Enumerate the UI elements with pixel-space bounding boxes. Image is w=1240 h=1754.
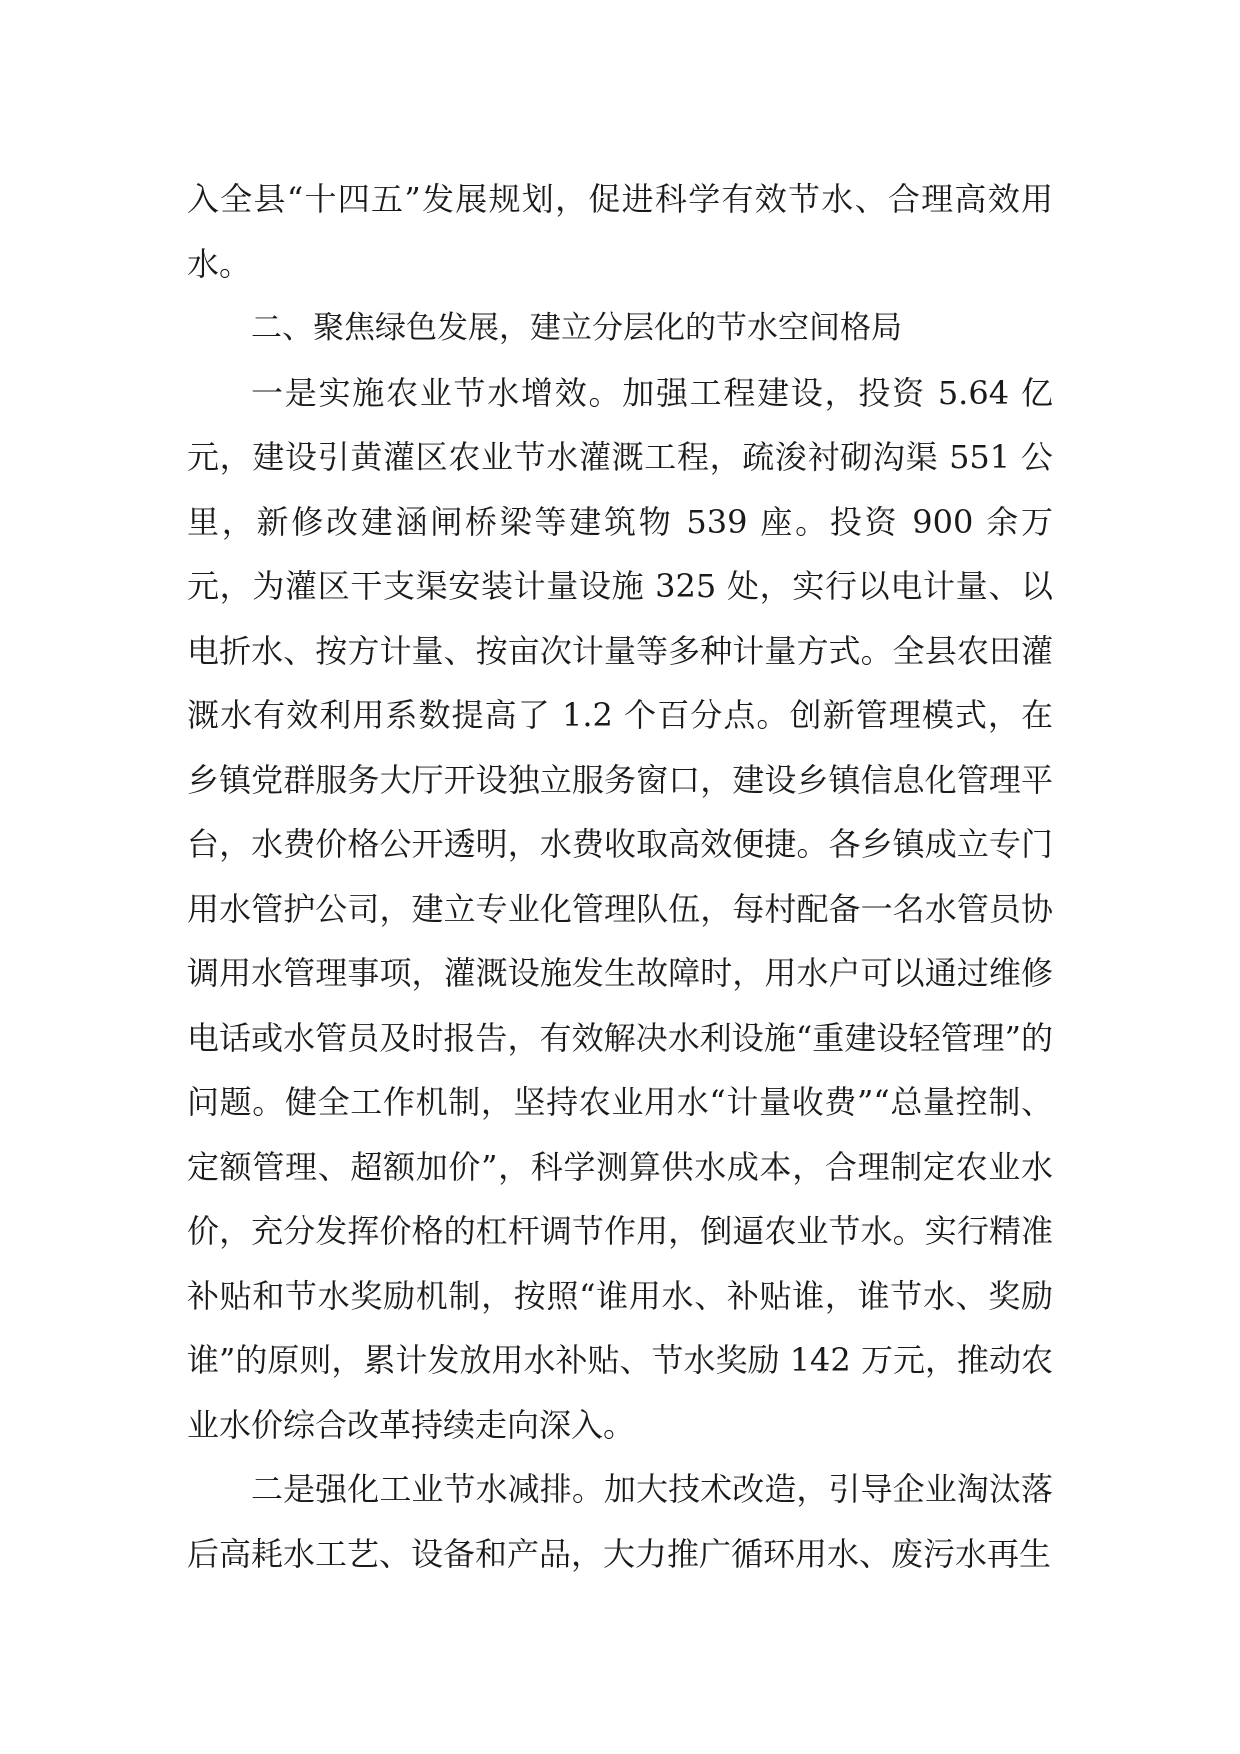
- paragraph-industry: 二是强化工业节水减排。加大技术改造，引导企业淘汰落后高耗水工艺、设备和产品，大力推广循环用水、废污水再生: [187, 1470, 1053, 1573]
- document-body: [187, 167, 1053, 1586]
- section-heading: 二、聚焦绿色发展，建立分层化的节水空间格局: [251, 310, 902, 346]
- paragraph-agriculture: 一是实施农业节水增效。加强工程建设，投资 5.64 亿元，建设引黄灌区农业节水灌溉工程，疏浚衬砌沟渠 551 公里，新修改建涵闸桥梁等建筑物 539 座。投资 900 余万元，为灌区干支渠安装计量设施 325 处，实行以电计量、以电折水、按方计量、按亩次计量等多种计量方式。全县农田灌溉水有效利用系数提高了 1.2 个百分点。创新管理模式，在乡镇党群服务大厅开设独立服务窗口，建设乡镇信息化管理平台，水费价格公开透明，水费收取高效便捷。各乡镇成立专门用水管护公司，建立专业化管理队伍，每村配备一名水管员协调用水管理事项，灌溉设施发生故障时，用水户可以通过维修电话或水管员及时报告，有效解决水利设施“重建设轻管理”的问题。健全工作机制，坚持农业用水“计量收费”“总量控制、定额管理、超额加价”，科学测算供水成本，合理制定农业水价，充分发挥价格的杠杆调节作用，倒逼农业节水。实行精准补贴和节水奖励机制，按照“谁用水、补贴谁，谁节水、奖励谁”的原则，累计发放用水补贴、节水奖励 142 万元，推动农业水价综合改革持续走向深入。: [187, 373, 1053, 1444]
- paragraph-continued: 入全县“十四五”发展规划，促进科学有效节水、合理高效用水。: [187, 180, 1053, 283]
